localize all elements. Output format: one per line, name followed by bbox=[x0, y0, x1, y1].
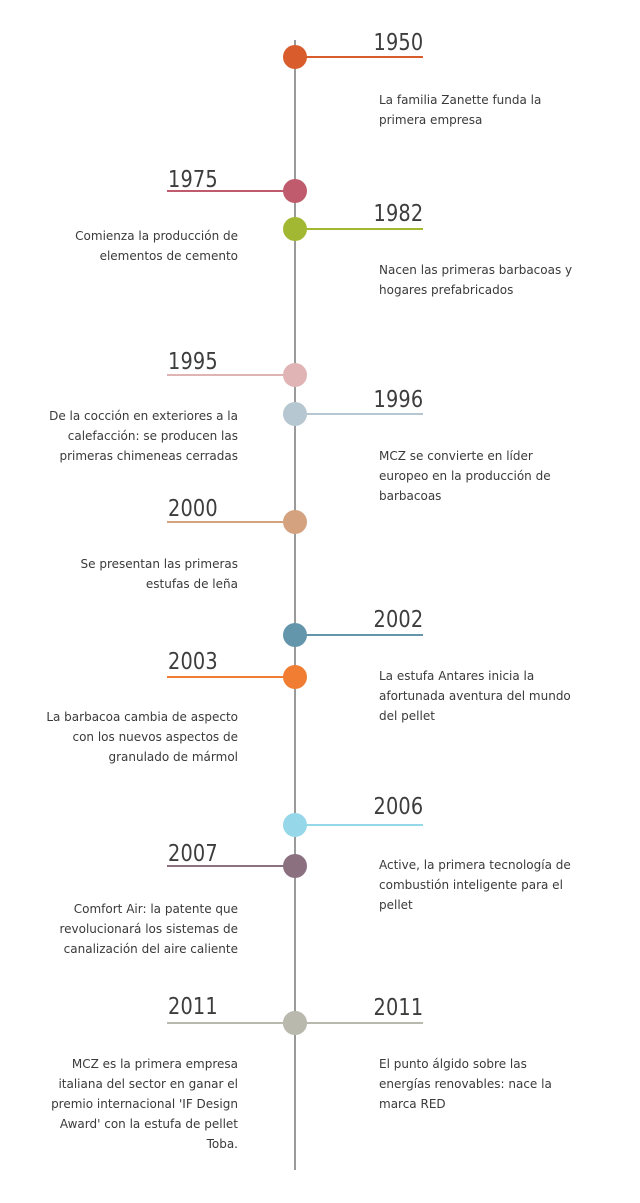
event-dot bbox=[283, 217, 307, 241]
event-description: MCZ se convierte en líder europeo en la producción de barbacoas bbox=[379, 449, 551, 503]
event-description: La familia Zanette funda la primera empresa bbox=[379, 93, 542, 127]
event-dot bbox=[283, 623, 307, 647]
event-dot bbox=[283, 665, 307, 689]
timeline-axis bbox=[294, 40, 296, 1170]
event-year: 2000 bbox=[168, 496, 218, 522]
event-year: 2011 bbox=[168, 994, 218, 1020]
event-year: 1982 bbox=[373, 201, 423, 227]
event-year: 2006 bbox=[373, 794, 423, 820]
event-dot bbox=[283, 363, 307, 387]
event-connector-line bbox=[295, 1022, 423, 1024]
event-description: La estufa Antares inicia la afortunada aventura del mundo del pellet bbox=[379, 669, 571, 723]
event-year: 2007 bbox=[168, 841, 218, 867]
event-year: 2003 bbox=[168, 649, 218, 675]
event-dot bbox=[283, 1011, 307, 1035]
event-connector-line bbox=[167, 1022, 295, 1024]
event-connector-line bbox=[167, 676, 295, 678]
event-dot bbox=[283, 813, 307, 837]
event-description: La barbacoa cambia de aspecto con los nuevos aspectos de granulado de mármol bbox=[46, 710, 238, 764]
event-dot bbox=[283, 402, 307, 426]
event-description: MCZ es la primera empresa italiana del sector en ganar el premio internacional 'IF Design Award' con la estufa de pellet Toba. bbox=[51, 1057, 238, 1151]
event-connector-line bbox=[295, 228, 423, 230]
event-description: Comienza la producción de elementos de cemento bbox=[75, 229, 238, 263]
event-year: 1995 bbox=[168, 349, 218, 375]
event-connector-line bbox=[295, 824, 423, 826]
event-description: Se presentan las primeras estufas de leña bbox=[80, 557, 238, 591]
event-description: El punto álgido sobre las energías renovables: nace la marca RED bbox=[379, 1057, 552, 1111]
event-year: 2011 bbox=[373, 995, 423, 1021]
event-description: Nacen las primeras barbacoas y hogares prefabricados bbox=[379, 263, 573, 297]
event-year: 2002 bbox=[373, 607, 423, 633]
event-description: Comfort Air: la patente que revolucionará los sistemas de canalización del aire caliente bbox=[59, 902, 238, 956]
event-dot bbox=[283, 510, 307, 534]
event-description: Active, la primera tecnología de combustión inteligente para el pellet bbox=[379, 858, 571, 912]
event-description: De la cocción en exteriores a la calefacción: se producen las primeras chimeneas cerradas bbox=[49, 409, 238, 463]
event-dot bbox=[283, 179, 307, 203]
event-year: 1975 bbox=[168, 167, 218, 193]
event-year: 1950 bbox=[373, 30, 423, 56]
event-dot bbox=[283, 45, 307, 69]
event-dot bbox=[283, 854, 307, 878]
event-connector-line bbox=[295, 634, 423, 636]
event-year: 1996 bbox=[373, 387, 423, 413]
